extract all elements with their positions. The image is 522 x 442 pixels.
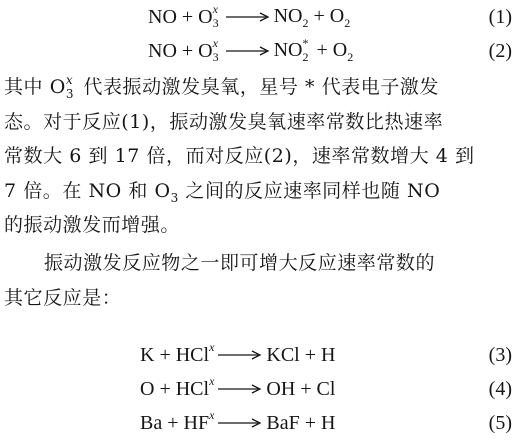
para2-line-2: 其它反应是： [4, 286, 122, 309]
eq1-reactants: NO + O [148, 6, 213, 28]
eq5-number: (5) [488, 412, 512, 434]
para1-line-3: 常数大 6 到 17 倍，而对反应(2)，速率常数增大 4 到 [4, 145, 475, 167]
para1-line-5: 的振动激发而增强。 [4, 214, 180, 236]
para1-line-1: 其中 O x 3 代表振动激发臭氧，星号 * 代表电子激发 [4, 73, 439, 101]
paragraph-2 [4, 246, 518, 315]
eq2-number: (2) [488, 40, 512, 62]
reaction-arrow [218, 349, 262, 361]
para1-line-4: 7 倍。在 NO 和 $O_3$ 之间的反应速率同样也随 NO [4, 179, 441, 205]
eq3-number: (3) [488, 344, 512, 366]
eq4-products: OH + Cl [266, 378, 336, 400]
eq1-products: $NO_2 + O_2$ [273, 5, 351, 30]
equation-4: O + HCl x OH + Cl (4) [0, 372, 522, 406]
para1-line-2: 态。对于反应(1)，振动激发臭氧速率常数比热速率 [4, 110, 444, 133]
paragraph-1 [4, 70, 518, 243]
reaction-arrow [218, 383, 262, 395]
eq1-number: (1) [488, 6, 512, 28]
eq5-reactants: Ba + HF [140, 412, 210, 434]
eq4-number: (4) [488, 378, 512, 400]
reaction-arrow [218, 417, 262, 429]
eq3-products: KCl + H [266, 344, 336, 366]
equation-5: Ba + HF x BaF + H (5) [0, 406, 522, 440]
equation-3: K + HCl x KCl + H (3) [0, 338, 522, 372]
reaction-arrow [226, 45, 270, 57]
para2-line-1: 振动激发反应物之一即可增大反应速率常数的 [44, 252, 436, 274]
eq2-reactants: NO + O [148, 40, 213, 62]
reaction-arrow [226, 11, 270, 23]
eq4-reactants: O + HCl [140, 378, 210, 400]
eq5-products: BaF + H [266, 412, 336, 434]
eq2-products: NO * 2 + $O_2$ [273, 36, 354, 65]
equation-1: NO + O x 3 $NO_2 + O_2$ (1) [0, 0, 522, 34]
equation-2: NO + O x 3 NO * 2 + $O_2$ (2) [0, 34, 522, 68]
eq3-reactants: K + HCl [140, 344, 210, 366]
